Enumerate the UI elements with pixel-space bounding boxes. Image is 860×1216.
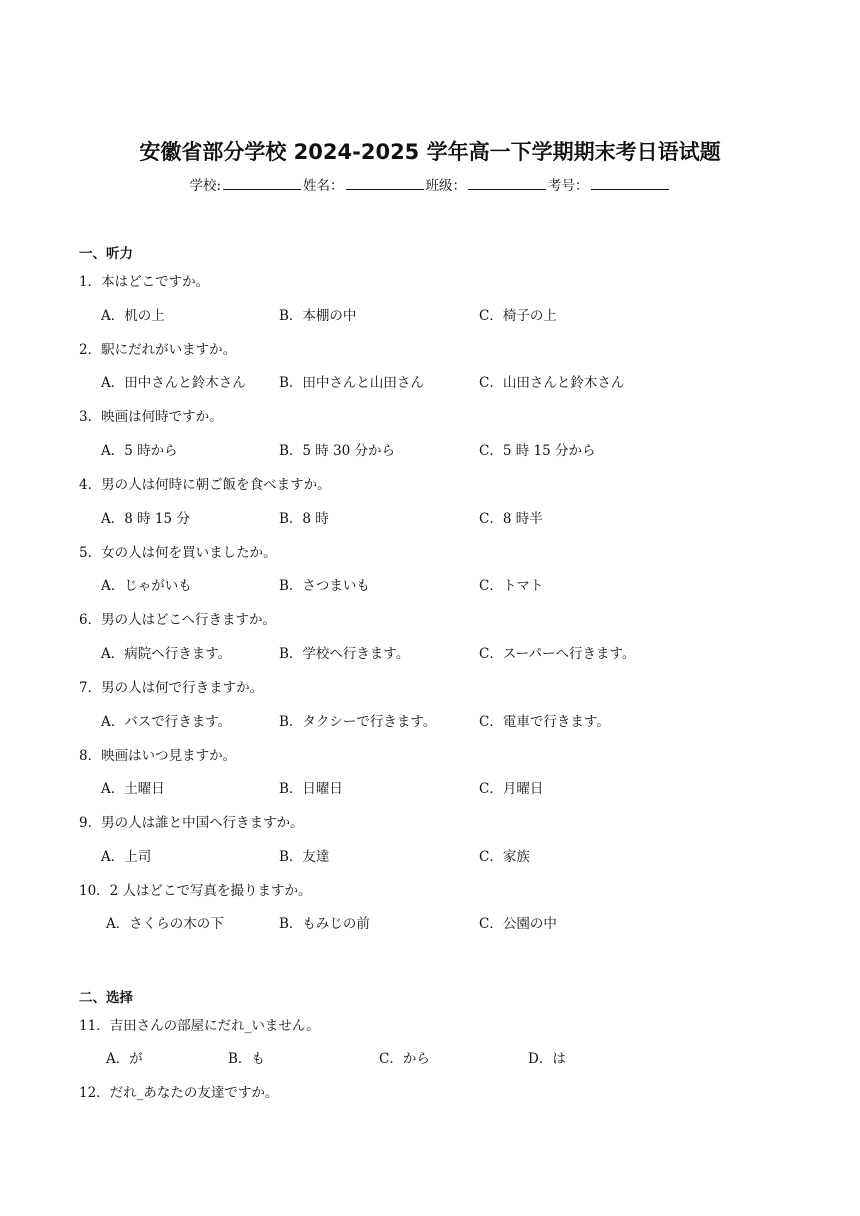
section-heading-listening: 一、听力 [79,246,133,262]
option-a: A．が [106,1051,143,1067]
option-a: A．じゃがいも [101,578,192,594]
question-stem: 4．男の人は何時に朝ご飯を食べますか。 [79,477,331,493]
question-stem: 8．映画はいつ見ますか。 [79,748,237,764]
option-c: C．公園の中 [479,916,557,932]
option-a: A．さくらの木の下 [106,916,224,932]
option-a: A．8 時 15 分 [101,511,190,527]
option-a: A．土曜日 [101,781,165,797]
option-b: B．タクシーで行きます。 [279,714,437,730]
option-c: C．から [379,1051,430,1067]
exam-no-blank [591,177,669,190]
section-heading-choice: 二、选择 [79,990,133,1006]
exam-no-label: 考号： [548,178,589,194]
option-c: C．椅子の上 [479,308,557,324]
question-stem: 2．駅にだれがいますか。 [79,342,237,358]
option-a: A．机の上 [101,308,165,324]
question-stem: 10．2 人はどこで写真を撮りますか。 [79,883,312,899]
option-a: A．5 時から [101,443,178,459]
option-c: C．電車で行きます。 [479,714,610,730]
option-c: C．5 時 15 分から [479,443,596,459]
student-info-line [0,174,860,194]
question-stem: 6．男の人はどこへ行きますか。 [79,612,277,628]
option-b: B．もみじの前 [279,916,370,932]
option-b: B．も [228,1051,265,1067]
question-stem: 12．だれ_あなたの友達ですか。 [79,1085,279,1101]
option-c: C．山田さんと鈴木さん [479,375,625,391]
question-stem: 3．映画は何時ですか。 [79,409,223,425]
class-blank [468,177,546,190]
school-label: 学校: [189,178,222,194]
option-b: B．田中さんと山田さん [279,375,424,391]
option-c: C．8 時半 [479,511,543,527]
question-stem: 7．男の人は何で行きますか。 [79,680,264,696]
option-a: A．病院へ行きます。 [101,646,232,662]
question-stem: 9．男の人は誰と中国へ行きますか。 [79,815,304,831]
page-title: 安徽省部分学校 2024-2025 学年高一下学期期末考日语试题 [139,140,721,164]
option-a: A．バスで行きます。 [101,714,232,730]
question-stem: 1．本はどこですか。 [79,274,210,290]
option-c: C．月曜日 [479,781,544,797]
option-b: B．本棚の中 [279,308,357,324]
option-a: A．田中さんと鈴木さん [101,375,246,391]
option-b: B．日曜日 [279,781,343,797]
option-c: C．トマト [479,578,544,594]
option-c: C．家族 [479,849,530,865]
name-blank [346,177,424,190]
question-stem: 11．吉田さんの部屋にだれ_いません。 [79,1018,320,1034]
option-b: B．学校へ行きます。 [279,646,410,662]
option-b: B．さつまいも [279,578,370,594]
option-b: B．友達 [279,849,330,865]
option-b: B．5 時 30 分から [279,443,396,459]
school-blank [223,177,301,190]
question-stem: 5．女の人は何を買いましたか。 [79,545,277,561]
option-d: D．は [528,1051,566,1067]
option-a: A．上司 [101,849,152,865]
option-c: C．スーパーへ行きます。 [479,646,636,662]
option-b: B．8 時 [279,511,329,527]
name-label: 姓名： [303,178,344,194]
class-label: 班级： [425,178,467,194]
